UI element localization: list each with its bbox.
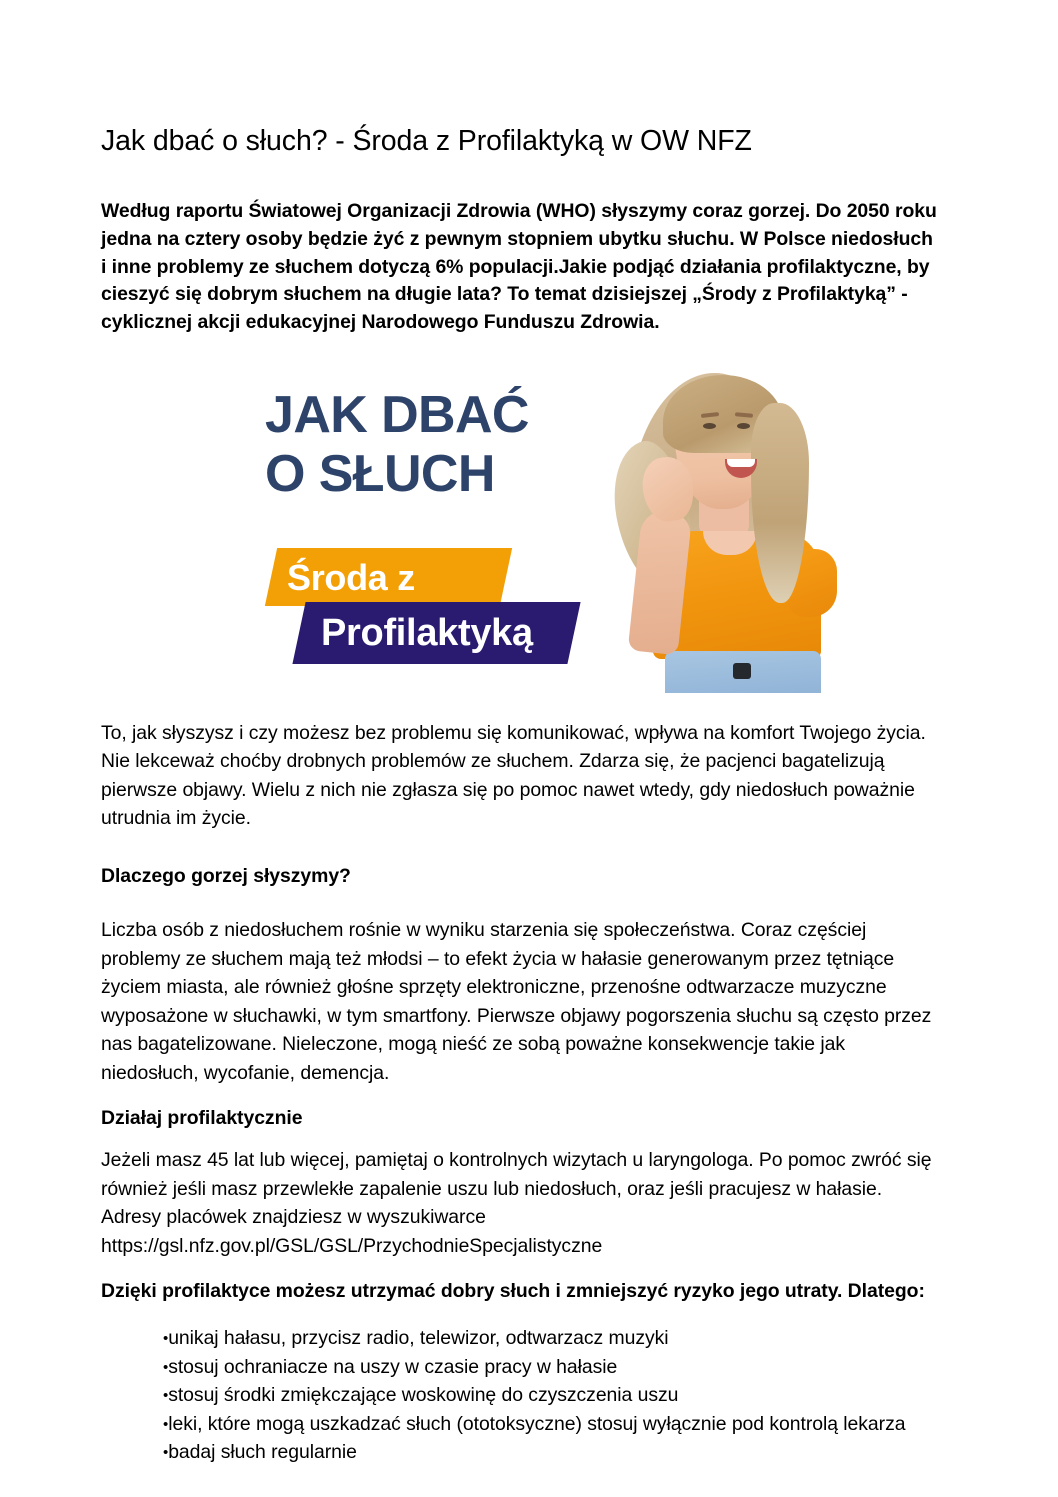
list-item: • leki, które mogą uszkadzać słuch (ototoksyczne) stosuj wyłącznie pod kontrolą lekarza bbox=[163, 1410, 939, 1439]
banner-canvas bbox=[221, 363, 861, 693]
sroda-z-profilaktyka-badge bbox=[249, 548, 579, 666]
prevention-tips-list bbox=[101, 1324, 939, 1467]
spacer bbox=[101, 1132, 939, 1146]
lead-paragraph: Według raportu Światowej Organizacji Zdrowia (WHO) słyszymy coraz gorzej. Do 2050 roku jedna na cztery osoby będzie żyć z pewnym stopniem ubytku słuchu. W Polsce niedosłuch i inne problemy ze słuchem dotyczą 6% populacji.Jakie podjąć działania profilaktyczne, by cieszyć się dobrym słuchem na długie lata? To temat dzisiejszej „Środy z Profilaktyką” - cyklicznej akcji edukacyjnej Narodowego Funduszu Zdrowia. bbox=[101, 200, 937, 334]
campaign-banner bbox=[221, 363, 861, 693]
banner-headline-line1: JAK DBAĆ bbox=[265, 385, 529, 444]
paragraph-dlaczego: Liczba osób z niedosłuchem rośnie w wyniku starzenia się społeczeństwa. Coraz częściej problemy ze słuchem mają też młodsi – to efekt życia w hałasie generowanym przez tętniące życiem miasta, ale również głośne sprzęty elektroniczne, przenośne odtwarzacze muzyczne wyposażone w słuchawki, w tym smartfony. Pierwsze objawy pogorszenia słuchu są często przez nas bagatelizowane. Nieleczone, mogą nieść ze sobą poważne konsekwencje takie jak niedosłuch, wycofanie, demencja. bbox=[101, 919, 932, 1084]
list-item: • badaj słuch regularnie bbox=[163, 1438, 939, 1467]
jeans-button bbox=[733, 663, 751, 679]
paragraph-dzialaj: Jeżeli masz 45 lat lub więcej, pamiętaj o kontrolnych wizytach u laryngologa. Po pomoc zwróć się również jeśli masz przewlekłe zapalenie uszu lub niedosłuch, oraz jeśli pracujesz w hałasie. Adresy placówek znajdziesz w wyszukiwarce https://gsl.nfz.gov.pl/GSL/GSL/PrzychodnieSpecjalistyczne bbox=[101, 1149, 932, 1257]
section-heading-dlaczego: Dlaczego gorzej słyszymy? bbox=[101, 865, 351, 887]
spacer bbox=[101, 833, 939, 863]
closing-bold-paragraph: Dzięki profilaktyce możesz utrzymać dobry słuch i zmniejszyć ryzyko jego utraty. Dlatego: bbox=[101, 1280, 925, 1303]
badge-top-label: Środa z bbox=[287, 556, 415, 598]
spacer bbox=[101, 890, 939, 916]
eye-right bbox=[737, 423, 750, 429]
banner-headline bbox=[265, 386, 529, 505]
spacer bbox=[101, 1260, 939, 1278]
document-content bbox=[101, 0, 939, 1467]
woman-cupping-ear-photo bbox=[591, 363, 851, 693]
teeth bbox=[727, 459, 755, 467]
list-item: • stosuj środki zmiękczające woskowinę do czyszczenia uszu bbox=[163, 1381, 939, 1410]
list-item: • stosuj ochraniacze na uszy w czasie pracy w hałasie bbox=[163, 1353, 939, 1382]
spacer bbox=[101, 693, 939, 719]
eye-left bbox=[703, 423, 716, 429]
badge-bottom-label: Profilaktyką bbox=[321, 611, 533, 654]
page-title: Jak dbać o słuch? - Środa z Profilaktyką w OW NFZ bbox=[101, 125, 752, 157]
section-heading-dzialaj: Działaj profilaktycznie bbox=[101, 1107, 303, 1130]
spacer bbox=[101, 1087, 939, 1105]
list-item: • unikaj hałasu, przycisz radio, telewizor, odtwarzacz muzyki bbox=[163, 1324, 939, 1353]
paragraph-intro: To, jak słyszysz i czy możesz bez problemu się komunikować, wpływa na komfort Twojego życia. Nie lekceważ choćby drobnych problemów ze słuchem. Zdarza się, że pacjenci bagatelizują pierwsze objawy. Wielu z nich nie zgłasza się po pomoc nawet wtedy, gdy niedosłuch poważnie utrudnia im życie. bbox=[101, 721, 926, 830]
spacer bbox=[101, 1306, 939, 1324]
banner-headline-line2: O SŁUCH bbox=[265, 445, 495, 504]
